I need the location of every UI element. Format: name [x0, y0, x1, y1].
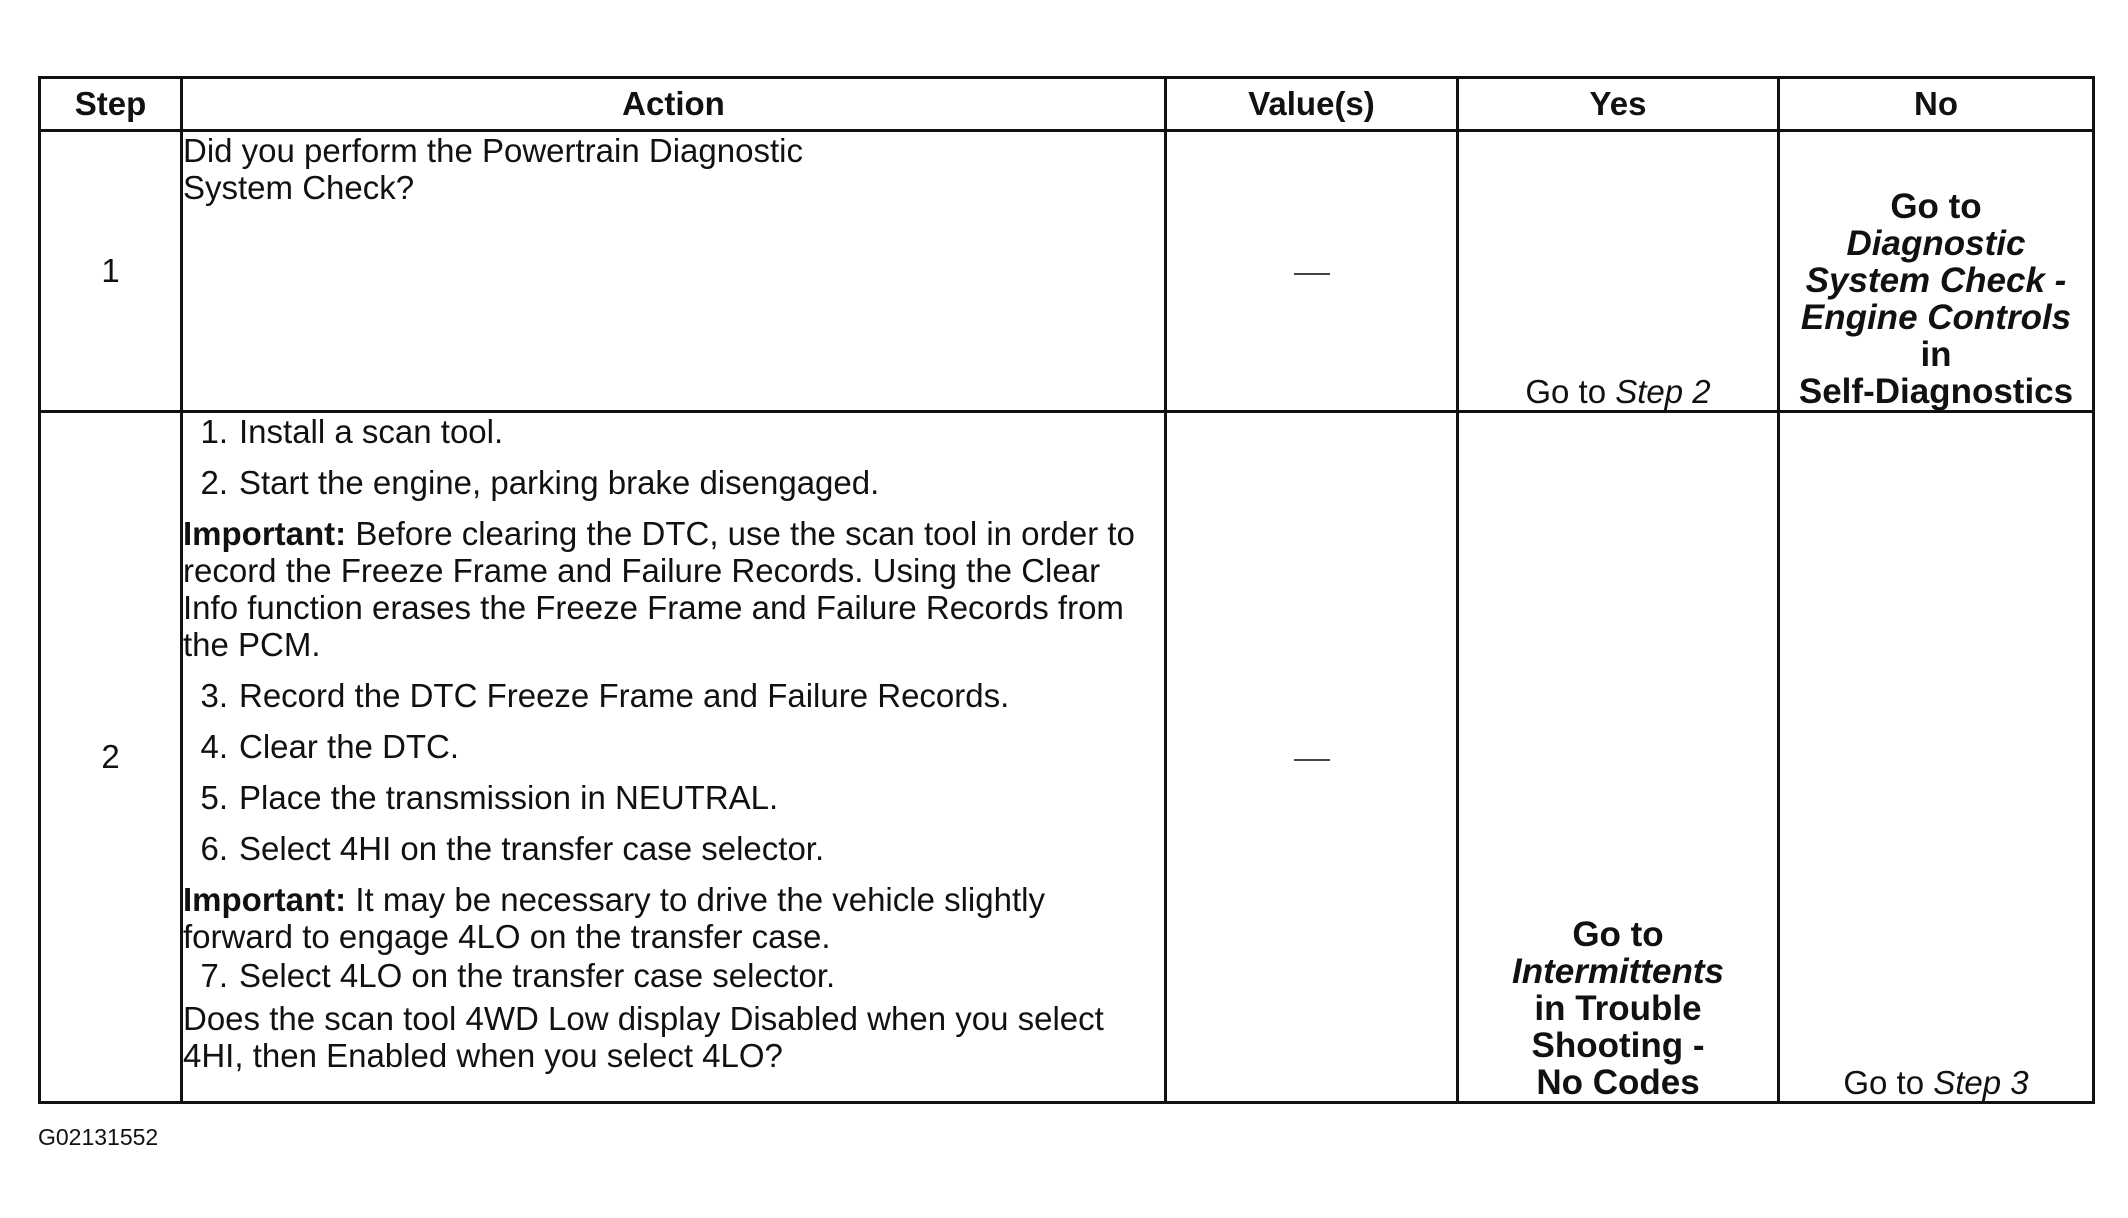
diagnostic-table	[38, 76, 2095, 1104]
important-label: Important:	[183, 515, 347, 552]
no-cell	[1779, 131, 2094, 412]
figure-id: G02131552	[38, 1124, 159, 1150]
list-number: 4.	[200, 728, 228, 765]
value-dash	[1294, 759, 1330, 761]
list-number: 7.	[200, 957, 228, 994]
action-list-item	[183, 957, 1164, 994]
no-in-label: in	[1920, 335, 1952, 374]
no-step-link[interactable]: Step 3	[1933, 1064, 2029, 1101]
no-section-label: Self-Diagnostics	[1798, 372, 2074, 411]
important-text: Before clearing the DTC, use the scan tool in order to record the Freeze Frame and Failure Records. Using the Clear Info function erases the Freeze Frame and Failure Records from the PCM.	[183, 515, 1135, 663]
important-text: It may be necessary to drive the vehicle slightly forward to engage 4LO on the transfer case.	[183, 881, 1045, 955]
header-step: Step	[40, 78, 182, 131]
action-question-line: Did you perform the Powertrain Diagnostic	[183, 132, 803, 169]
important-label: Important:	[183, 881, 347, 918]
action-question	[183, 132, 1164, 206]
list-number: 5.	[200, 779, 228, 816]
action-list-item	[183, 464, 1164, 501]
no-goto-label: Go to	[1890, 187, 1982, 226]
action-list-item	[183, 830, 1164, 867]
no-diagnostic-link[interactable]	[1780, 225, 2092, 336]
action-list-item	[183, 413, 1164, 450]
value-dash	[1294, 273, 1330, 275]
action-list-item	[183, 779, 1164, 816]
table-row	[40, 131, 2094, 412]
yes-section-line: Shooting -	[1531, 1026, 1705, 1065]
list-text: Place the transmission in NEUTRAL.	[239, 779, 779, 816]
no-prefix: Go to	[1843, 1064, 1934, 1101]
yes-prefix: Go to	[1525, 373, 1616, 410]
value-cell	[1166, 131, 1458, 412]
important-note	[183, 515, 1164, 663]
step-number: 2	[40, 412, 182, 1103]
list-number: 1.	[200, 413, 228, 450]
diagnostic-table-container	[38, 76, 2092, 1104]
header-no: No	[1779, 78, 2094, 131]
list-text: Record the DTC Freeze Frame and Failure Records.	[239, 677, 1010, 714]
no-link-line: Engine Controls	[1800, 298, 2072, 337]
header-action: Action	[182, 78, 1166, 131]
yes-goto-label: Go to	[1572, 915, 1664, 954]
table-row	[40, 412, 2094, 1103]
header-yes: Yes	[1458, 78, 1779, 131]
important-note	[183, 881, 1164, 955]
no-link-line: System Check -	[1805, 261, 2067, 300]
action-cell	[182, 412, 1166, 1103]
action-question: Does the scan tool 4WD Low display Disabled when you select 4HI, then Enabled when you select 4LO?	[183, 1000, 1104, 1074]
table-header-row	[40, 78, 2094, 131]
list-number: 6.	[200, 830, 228, 867]
list-text: Clear the DTC.	[239, 728, 460, 765]
yes-section-line: in Trouble	[1534, 989, 1702, 1028]
yes-intermittents-link[interactable]: Intermittents	[1512, 952, 1724, 991]
value-cell	[1166, 412, 1458, 1103]
action-question-line: System Check?	[183, 169, 415, 206]
list-text: Select 4HI on the transfer case selector.	[239, 830, 825, 867]
action-cell	[182, 131, 1166, 412]
yes-cell	[1458, 131, 1779, 412]
yes-step-link[interactable]: Step 2	[1615, 373, 1711, 410]
list-number: 3.	[200, 677, 228, 714]
yes-section-line: No Codes	[1536, 1063, 1700, 1102]
list-text: Start the engine, parking brake disengaged.	[239, 464, 880, 501]
header-values: Value(s)	[1166, 78, 1458, 131]
list-text: Select 4LO on the transfer case selector.	[239, 957, 836, 994]
no-cell	[1779, 412, 2094, 1103]
list-text: Install a scan tool.	[239, 413, 504, 450]
list-number: 2.	[200, 464, 228, 501]
no-link-line: Diagnostic	[1846, 224, 2026, 263]
action-list-item	[183, 677, 1164, 714]
action-list-item	[183, 728, 1164, 765]
step-number: 1	[40, 131, 182, 412]
yes-cell	[1458, 412, 1779, 1103]
